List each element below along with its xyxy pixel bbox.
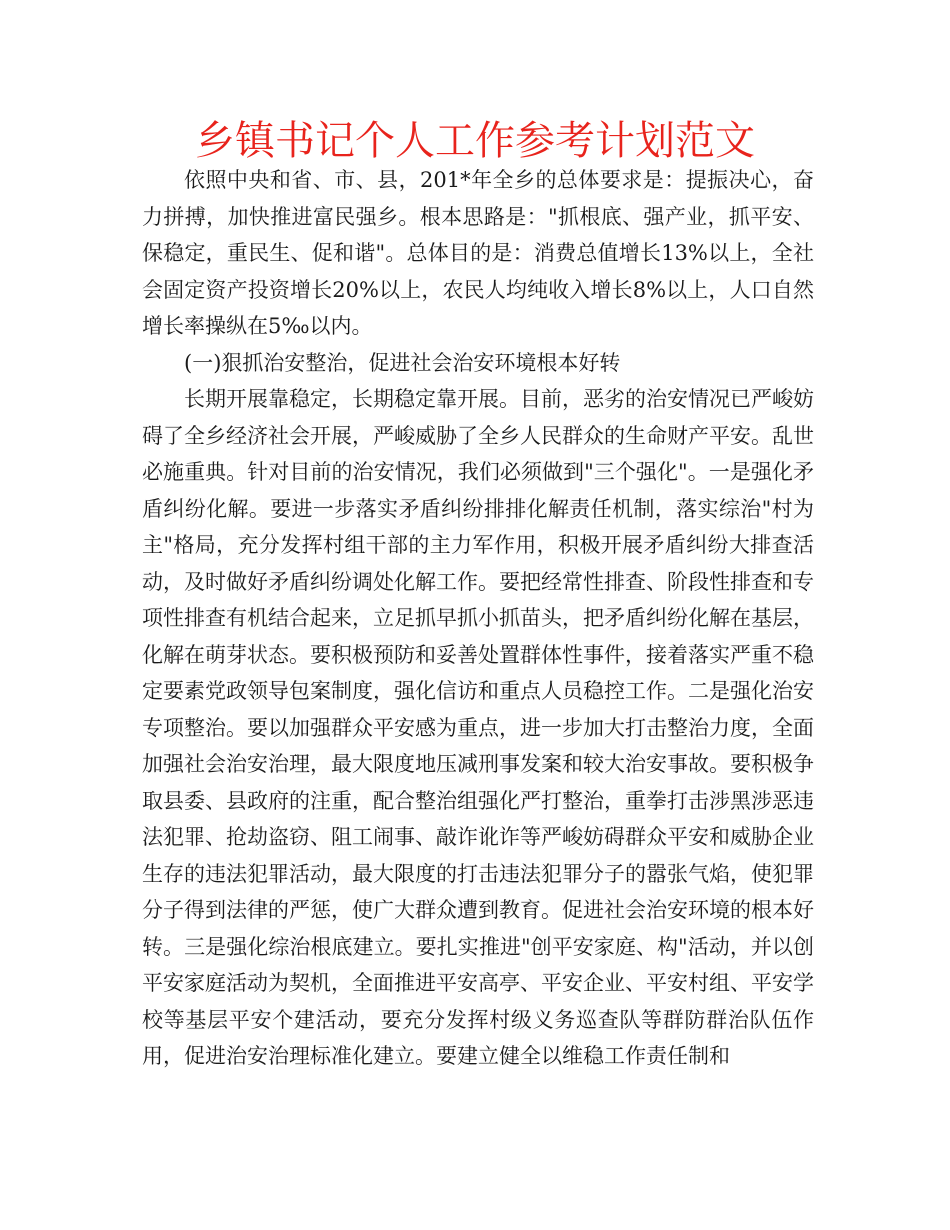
section-heading: (一)狠抓治安整治，促进社会治安环境根本好转 [184, 350, 621, 375]
paragraph-security: 长期开展靠稳定，长期稳定靠开展。目前，恶劣的治安情况已严峻妨碍了全乡经济社会开展，严峻威胁了全乡人民群众的生命财产平安。乱世必施重典。针对目前的治安情况，我们必须做到"三个强化"。一是强化矛盾纠纷化解。要进一步落实矛盾纠纷排排化解责任机制，落实综治"村为主"格局，充分发挥村组干部的主力军作用，积极开展矛盾纠纷大排查活动，及时做好矛盾纠纷调处化解工作。要把经常性排查、阶段性排查和专项性排查有机结合起来，立足抓早抓小抓苗头，把矛盾纠纷化解在基层，化解在萌芽状态。要积极预防和妥善处置群体性事件，接着落实严重不稳定要素党政领导包案制度，强化信访和重点人员稳控工作。二是强化治安专项整治。要以加强群众平安感为重点，进一步加大打击整治力度，全面加强社会治安治理，最大限度地压减刑事发案和较大治安事故。要积极争取县委、县政府的注重，配合整治组强化严打整治，重拳打击涉黑涉恶违法犯罪、抢劫盗窃、阻工闹事、敲诈讹诈等严峻妨碍群众平安和威胁企业生存的违法犯罪活动，最大限度的打击违法犯罪分子的嚣张气焰，使犯罪分子得到法律的严惩，使广大群众遭到教育。促进社会治安环境的根本好转。三是强化综治根底建立。要扎实推进"创平安家庭、构"活动，并以创平安家庭活动为契机，全面推进平安高亭、平安企业、平安村组、平安学校等基层平安个建活动，要充分发挥村级义务巡查队等群防群治队伍作用，促进治安治理标准化建立。要建立健全以维稳工作责任制和 [142, 387, 814, 1068]
document-body [142, 162, 814, 1075]
document-title: 乡镇书记个人工作参考计划范文 [195, 118, 755, 164]
paragraph-intro: 依照中央和省、市、县，201*年全乡的总体要求是：提振决心，奋力拼搏，加快推进富民强乡。根本思路是："抓根底、强产业，抓平安、保稳定，重民生、促和谐"。总体目的是：消费总值增长13%以上，全社会固定资产投资增长20%以上，农民人均纯收入增长8%以上，人口自然增长率操纵在5‰以内。 [142, 168, 814, 338]
